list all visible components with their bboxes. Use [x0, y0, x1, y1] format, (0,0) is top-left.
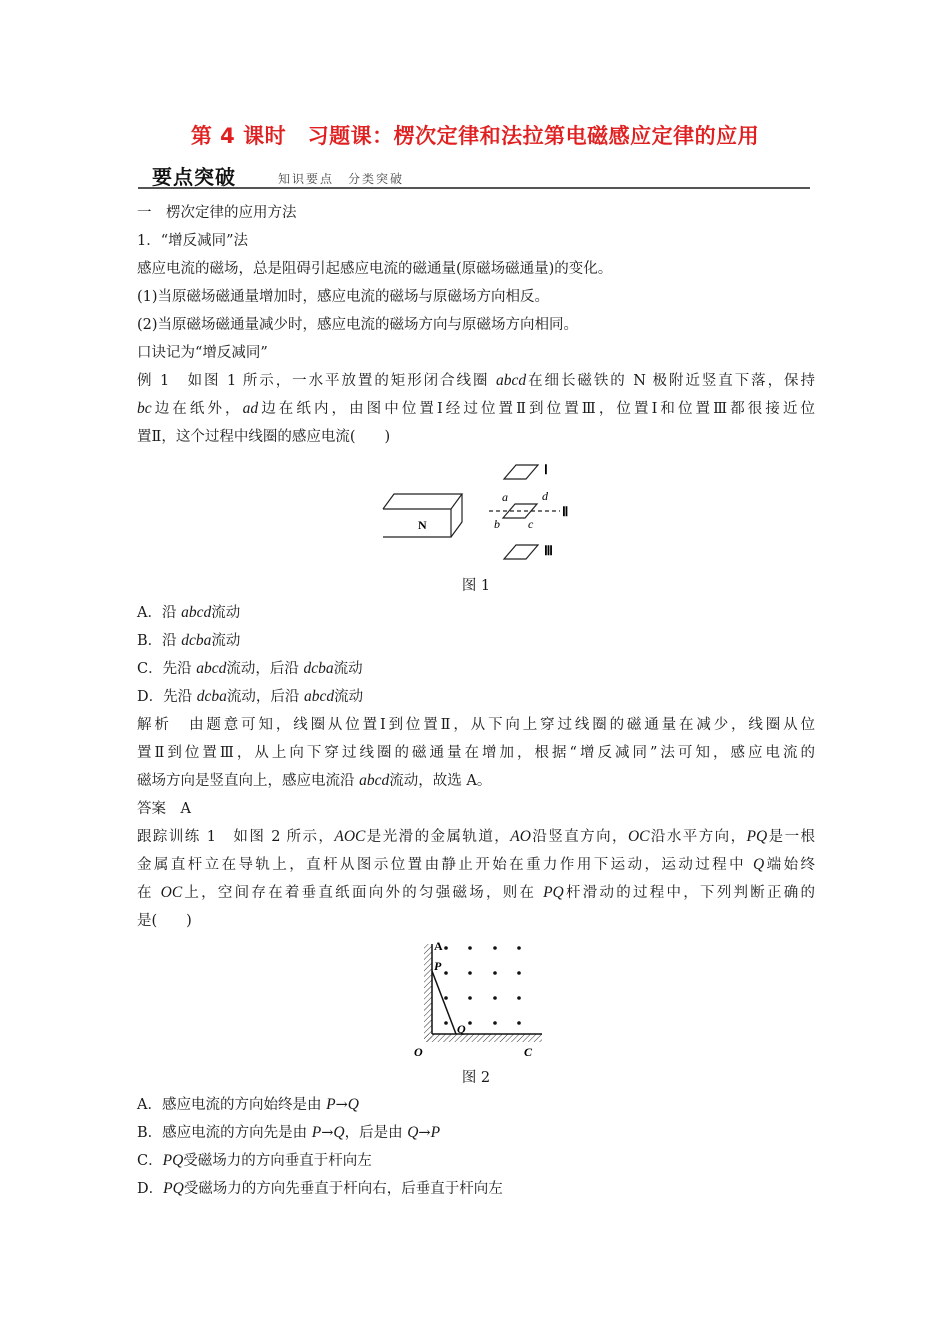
field-dot [517, 996, 521, 1000]
practice-option-b: B．感应电流的方向先是由 P→Q，后是由 Q→P [137, 1124, 441, 1141]
part1-subheading: 1．“增反减同”法 [137, 233, 249, 249]
field-dot [468, 946, 472, 950]
magnet-front-face [383, 509, 451, 537]
part1-block [137, 199, 815, 451]
example1-question-line3: 置Ⅱ，这个过程中线圈的感应电流( ) [137, 429, 391, 445]
answer: 答案 A [137, 801, 191, 817]
practice1-line3: 在 OC上，空间存在着垂直纸面向外的匀强磁场，则在 PQ杆滑动的过程中，下列判断正确的 [137, 884, 816, 901]
magnet-top-face [383, 494, 462, 509]
analysis-line1: 解析 由题意可知，线圈从位置Ⅰ到位置Ⅱ，从下向上穿过线圈的磁通量在减少，线圈从位 [137, 717, 815, 733]
horizontal-rail-hatch [424, 1034, 542, 1042]
practice-option-c: C．PQ受磁场力的方向垂直于杆向左 [137, 1152, 372, 1169]
field-dot [444, 946, 448, 950]
practice-option-d: D．PQ受磁场力的方向先垂直于杆向右，后垂直于杆向左 [137, 1180, 503, 1197]
example1-options-block [137, 599, 815, 935]
field-dot [493, 971, 497, 975]
label-p: P [434, 959, 442, 973]
field-dot [468, 996, 472, 1000]
field-dot [444, 996, 448, 1000]
label-c: C [524, 1045, 533, 1059]
field-dot [444, 1021, 448, 1025]
field-dot [517, 971, 521, 975]
vertical-rail-hatch [424, 944, 432, 1042]
part1-paragraph: 感应电流的磁场，总是阻碍引起感应电流的磁通量(原磁场磁通量)的变化。 [137, 261, 613, 277]
figure1-magnet-coil [376, 452, 586, 572]
part1-paragraph: 口诀记为“增反减同” [137, 345, 268, 361]
example1-question-line1: 例 1 如图 1 所示，一水平放置的矩形闭合线圈 abcd在细长磁铁的 N 极附近竖直下落，保持 [137, 372, 816, 389]
corner-label-d: d [542, 489, 548, 503]
position-label-3: Ⅲ [544, 543, 553, 558]
analysis-line3: 磁场方向是竖直向上，感应电流沿 abcd流动，故选 A。 [137, 772, 492, 789]
option-a: A．沿 abcd流动 [137, 604, 241, 621]
position-label-2: Ⅱ [562, 504, 569, 519]
corner-label-c: c [528, 517, 534, 531]
field-dot [493, 996, 497, 1000]
rod-pq [432, 971, 456, 1034]
corner-label-a: a [502, 490, 508, 504]
practice-option-a: A．感应电流的方向始终是由 P→Q [137, 1096, 359, 1113]
magnet-pole-label: N [418, 518, 427, 532]
coil-position-1 [504, 465, 538, 479]
practice1-line1: 跟踪训练 1 如图 2 所示，AOC是光滑的金属轨道，AO沿竖直方向，OC沿水平方向，PQ是一根 [137, 828, 816, 845]
section-heading: 要点突破 [152, 165, 236, 189]
magnetic-field-dots [444, 946, 521, 1025]
magnet-side-face [451, 494, 462, 537]
position-label-1: Ⅰ [544, 462, 548, 477]
figure1-caption: 图 1 [461, 578, 491, 594]
section-header [138, 163, 810, 189]
field-dot [493, 1021, 497, 1025]
figure2-caption: 图 2 [461, 1070, 491, 1086]
label-a: A [434, 939, 443, 953]
label-q: Q [457, 1022, 466, 1036]
practice1-line4: 是( ) [137, 913, 192, 929]
option-b: B．沿 dcba流动 [137, 632, 241, 649]
option-d: D．先沿 dcba流动，后沿 abcd流动 [137, 688, 364, 705]
field-dot [517, 1021, 521, 1025]
option-c: C．先沿 abcd流动，后沿 dcba流动 [137, 660, 363, 677]
field-dot [517, 946, 521, 950]
figure2-rail-magnetic-field [404, 934, 554, 1064]
page-title: 第 4 课时 习题课：楞次定律和法拉第电磁感应定律的应用 [190, 124, 760, 148]
coil-position-3 [504, 545, 538, 559]
corner-label-b: b [494, 517, 500, 531]
example1-question-line2: bc边在纸外，ad边在纸内，由图中位置Ⅰ经过位置Ⅱ到位置Ⅲ，位置Ⅰ和位置Ⅲ都很接近位 [137, 400, 816, 417]
field-dot [444, 971, 448, 975]
part1-paragraph: (2)当原磁场磁通量减少时，感应电流的磁场方向与原磁场方向相同。 [137, 317, 579, 333]
label-o: O [414, 1045, 423, 1059]
field-dot [493, 946, 497, 950]
section-subheading: 知识要点 分类突破 [278, 172, 405, 186]
practice1-line2: 金属直杆立在导轨上，直杆从图示位置由静止开始在重力作用下运动，运动过程中 Q端始终 [137, 856, 816, 873]
field-dot [468, 971, 472, 975]
section-rule [138, 187, 810, 189]
practice1-options-block [137, 1091, 815, 1203]
analysis-line2: 置Ⅱ到位置Ⅲ，从上向下穿过线圈的磁通量在增加，根据“增反减同”法可知，感应电流的 [137, 745, 815, 761]
part1-heading: 一 楞次定律的应用方法 [137, 205, 297, 221]
part1-paragraph: (1)当原磁场磁通量增加时，感应电流的磁场与原磁场方向相反。 [137, 289, 550, 305]
field-dot [468, 1021, 472, 1025]
